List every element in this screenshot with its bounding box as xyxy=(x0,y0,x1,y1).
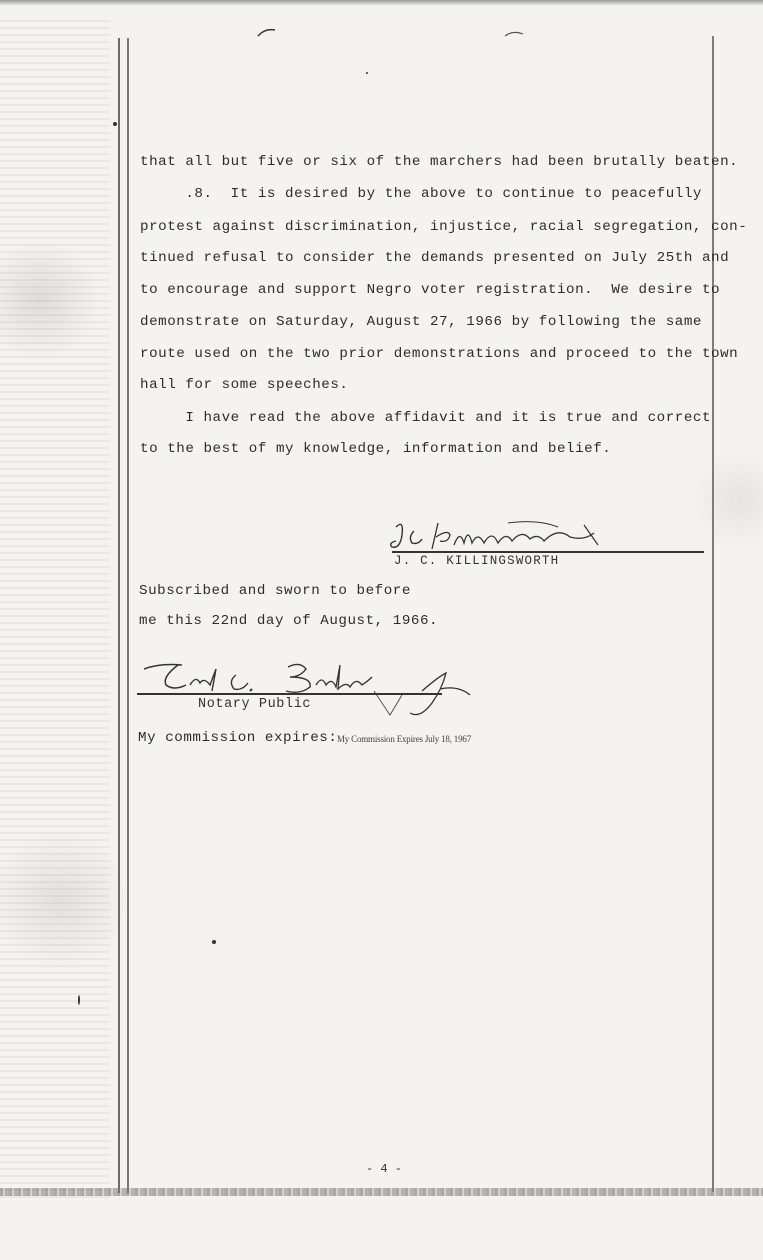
left-margin-noise xyxy=(0,20,110,1200)
copy-speck xyxy=(113,122,117,126)
notary-title: Notary Public xyxy=(198,697,312,712)
body-line-1: that all but five or six of the marchers had been brutally beaten. xyxy=(140,154,739,170)
body-line-2: .8. It is desired by the above to continue to peacefully xyxy=(140,186,702,202)
affiant-signature-line xyxy=(392,551,704,553)
top-edge-shadow xyxy=(0,0,763,6)
bottom-edge-shadow xyxy=(0,1188,763,1196)
jurat-line-1: Subscribed and sworn to before xyxy=(139,583,411,599)
body-line-4: tinued refusal to consider the demands presented on July 25th and xyxy=(140,250,730,266)
copy-speck xyxy=(78,995,80,1005)
copy-marks xyxy=(255,26,555,46)
notary-signature-line xyxy=(137,693,442,695)
left-margin-rule xyxy=(118,38,120,1193)
body-line-7: route used on the two prior demonstrations and proceed to the town xyxy=(140,346,739,362)
body-line-3: protest against discrimination, injustice, racial segregation, con- xyxy=(140,219,748,235)
body-line-9: I have read the above affidavit and it is true and correct xyxy=(140,410,712,426)
right-margin-rule xyxy=(712,36,714,1192)
body-line-8: hall for some speeches. xyxy=(140,377,349,393)
affiant-name: J. C. KILLINGSWORTH xyxy=(394,554,560,568)
jurat-line-2: me this 22nd day of August, 1966. xyxy=(139,613,439,629)
copy-speck xyxy=(212,940,216,944)
body-line-5: to encourage and support Negro voter registration. We desire to xyxy=(140,282,721,298)
commission-expiration-stamp: My Commission Expires July 18, 1967 xyxy=(337,734,472,744)
body-line-6: demonstrate on Saturday, August 27, 1966 by following the same xyxy=(140,314,702,330)
page-number: - 4 - xyxy=(366,1162,403,1176)
body-line-10: to the best of my knowledge, information and belief. xyxy=(140,441,612,457)
left-margin-rule-inner xyxy=(127,38,129,1193)
copy-speck xyxy=(366,72,368,74)
commission-expires-label: My commission expires: xyxy=(138,730,338,746)
